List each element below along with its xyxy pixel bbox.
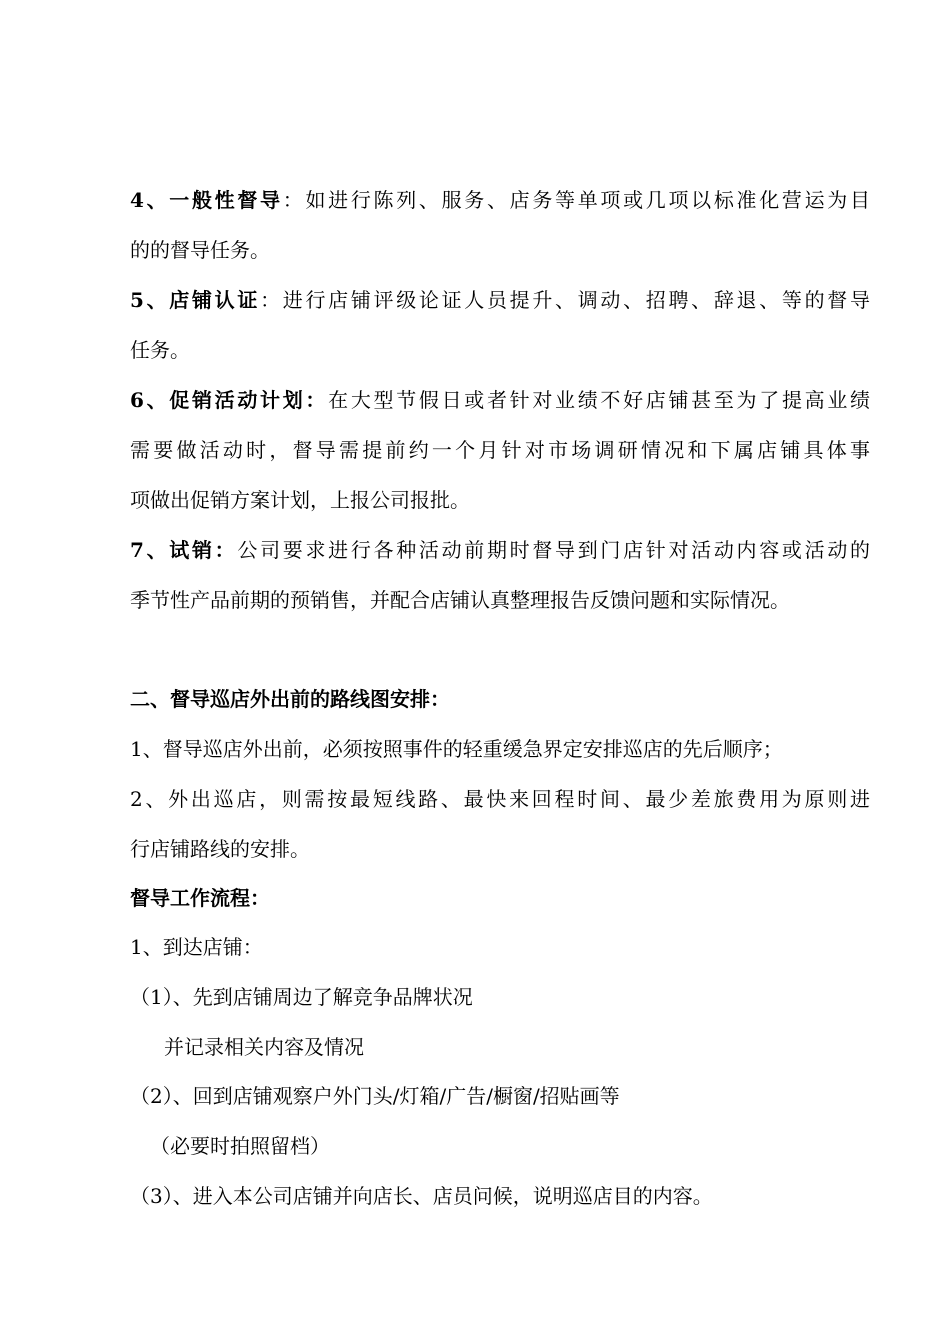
- route-item-2-line-2: 行店铺路线的安排。: [130, 837, 310, 861]
- section-7-line-1: [130, 537, 870, 563]
- route-heading: 二、督导巡店外出前的路线图安排：: [130, 687, 450, 711]
- workflow-heading: 督导工作流程：: [130, 886, 270, 910]
- route-item-2-line-1: 2、外出巡店，则需按最短线路、最快来回程时间、最少差旅费用为原则进: [130, 787, 870, 811]
- workflow-sub-2-line-1: （2）、回到店铺观察户外门头/灯箱/广告/橱窗/招贴画等: [130, 1084, 620, 1108]
- section-5-line-1: [130, 287, 870, 313]
- section-4-line-1: [130, 187, 870, 213]
- section-7-text: 公司要求进行各种活动前期时督导到门店针对活动内容或活动的: [237, 538, 871, 562]
- section-5-text: ：进行店铺评级论证人员提升、调动、招聘、辞退、等的督导: [260, 288, 871, 312]
- section-7-line-2: 季节性产品前期的预销售，并配合店铺认真整理报告反馈问题和实际情况。: [130, 588, 790, 612]
- workflow-sub-2-line-2: （必要时拍照留档）: [150, 1134, 330, 1158]
- workflow-sub-1-line-1: （1）、先到店铺周边了解竞争品牌状况: [130, 985, 473, 1009]
- section-7-heading: 7、试销：: [130, 538, 238, 562]
- section-4-text: ：如进行陈列、服务、店务等单项或几项以标准化营运为目: [282, 188, 870, 212]
- section-4-line-2: 的的督导任务。: [130, 238, 270, 262]
- section-6-line-3: 项做出促销方案计划，上报公司报批。: [130, 488, 470, 512]
- section-6-line-1: [130, 387, 870, 413]
- workflow-step-1: 1、到达店铺：: [130, 935, 263, 959]
- section-6-line-2: 需要做活动时，督导需提前约一个月针对市场调研情况和下属店铺具体事: [130, 438, 870, 462]
- workflow-sub-3-line-1: （3）、进入本公司店铺并向店长、店员问候，说明巡店目的内容。: [130, 1184, 713, 1208]
- workflow-sub-1-line-2: 并记录相关内容及情况: [164, 1035, 364, 1059]
- route-item-1: 1、督导巡店外出前，必须按照事件的轻重缓急界定安排巡店的先后顺序；: [130, 737, 783, 761]
- section-5-line-2: 任务。: [130, 338, 190, 362]
- section-4-heading: 4、一般性督导: [130, 188, 283, 212]
- section-6-heading: 6、促销活动计划：: [130, 388, 329, 412]
- section-6-text: 在大型节假日或者针对业绩不好店铺甚至为了提高业绩: [328, 388, 871, 412]
- section-5-heading: 5、店铺认证: [130, 288, 261, 312]
